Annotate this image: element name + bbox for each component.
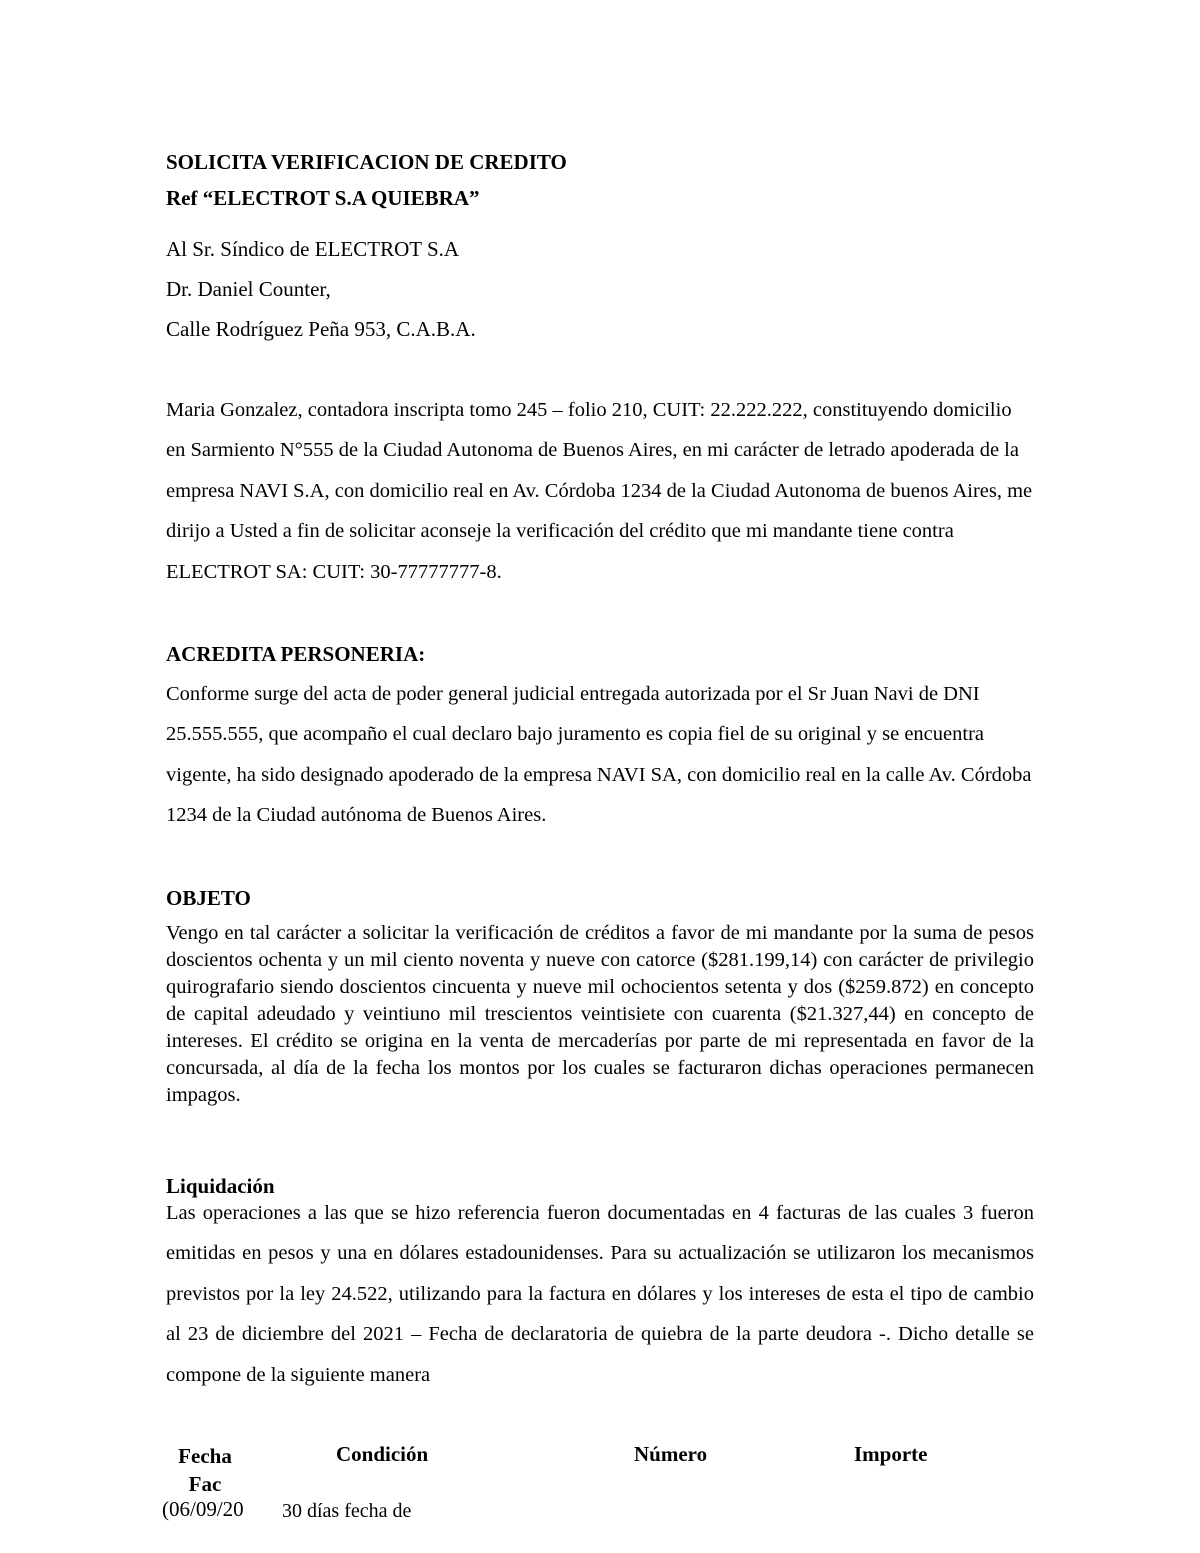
document-header [166,144,1034,216]
addressee-block [166,229,1034,349]
column-header-importe: Importe [854,1442,928,1466]
column-header-condicion: Condición [336,1442,429,1466]
addressee-line: Calle Rodríguez Peña 953, C.A.B.A. [166,317,476,341]
table-cell-condicion: 30 días fecha de [282,1500,412,1522]
addressee-line: Dr. Daniel Counter, [166,277,331,301]
column-header-fecha: Fecha Fac [178,1444,232,1496]
objeto-heading: OBJETO [166,886,251,910]
document-reference: Ref “ELECTROT S.A QUIEBRA” [166,186,480,210]
personeria-paragraph: Conforme surge del acta de poder general judicial entregada autorizada por el Sr Juan Navi de DNI 25.555.555, que acompaño el cual declaro bajo juramento es copia fiel de su original y se encuentra vigente, ha sido designado apoderado de la empresa NAVI SA, con domicilio real en la calle Av. Córdoba 1234 de la Ciudad autónoma de Buenos Aires. [166,683,1032,827]
column-header-numero: Número [634,1442,708,1466]
liquidacion-heading: Liquidación [166,1174,275,1198]
personeria-heading: ACREDITA PERSONERIA: [166,642,426,666]
document-title: SOLICITA VERIFICACION DE CREDITO [166,150,567,174]
intro-paragraph: Maria Gonzalez, contadora inscripta tomo 245 – folio 210, CUIT: 22.222.222, constituyendo domicilio en Sarmiento N°555 de la Ciudad Autonoma de Buenos Aires, en mi carácter de letrado apoderada de la empresa NAVI S.A, con domicilio real en Av. Córdoba 1234 de la Ciudad Autonoma de buenos Aires, me dirijo a Usted a fin de solicitar aconseje la verificación del crédito que mi mandante tiene contra ELECTROT SA: CUIT: 30-77777777-8. [166,399,1033,583]
liquidacion-paragraph: Las operaciones a las que se hizo referencia fueron documentadas en 4 facturas de las cuales 3 fueron emitidas en pesos y una en dólares estadounidenses. Para su actualización se utilizaron los mecanismos previstos por la ley 24.522, utilizando para la factura en dólares y los intereses de esta el tipo de cambio al 23 de diciembre del 2021 – Fecha de declaratoria de quiebra de la parte deudora -. Dicho detalle se compone de la siguiente manera [166,1202,1034,1386]
addressee-line: Al Sr. Síndico de ELECTROT S.A [166,237,460,261]
objeto-paragraph: Vengo en tal carácter a solicitar la verificación de créditos a favor de mi mandante por la suma de pesos doscientos ochenta y un mil ciento noventa y nueve con catorce ($281.199,14) con carácter de privilegio quirografario siendo doscientos cincuenta y nueve mil ochocientos setenta y dos ($259.872) en concepto de capital adeudado y veintiuno mil trescientos veintisiete con cuarenta ($21.327,44) en concepto de intereses. El crédito se origina en la venta de mercaderías por parte de mi representada en favor de la concursada, al día de la fecha los montos por los cuales se facturaron dichas operaciones permanecen impagos. [166,922,1034,1106]
table-cell-fecha: (06/09/20 [162,1497,244,1521]
